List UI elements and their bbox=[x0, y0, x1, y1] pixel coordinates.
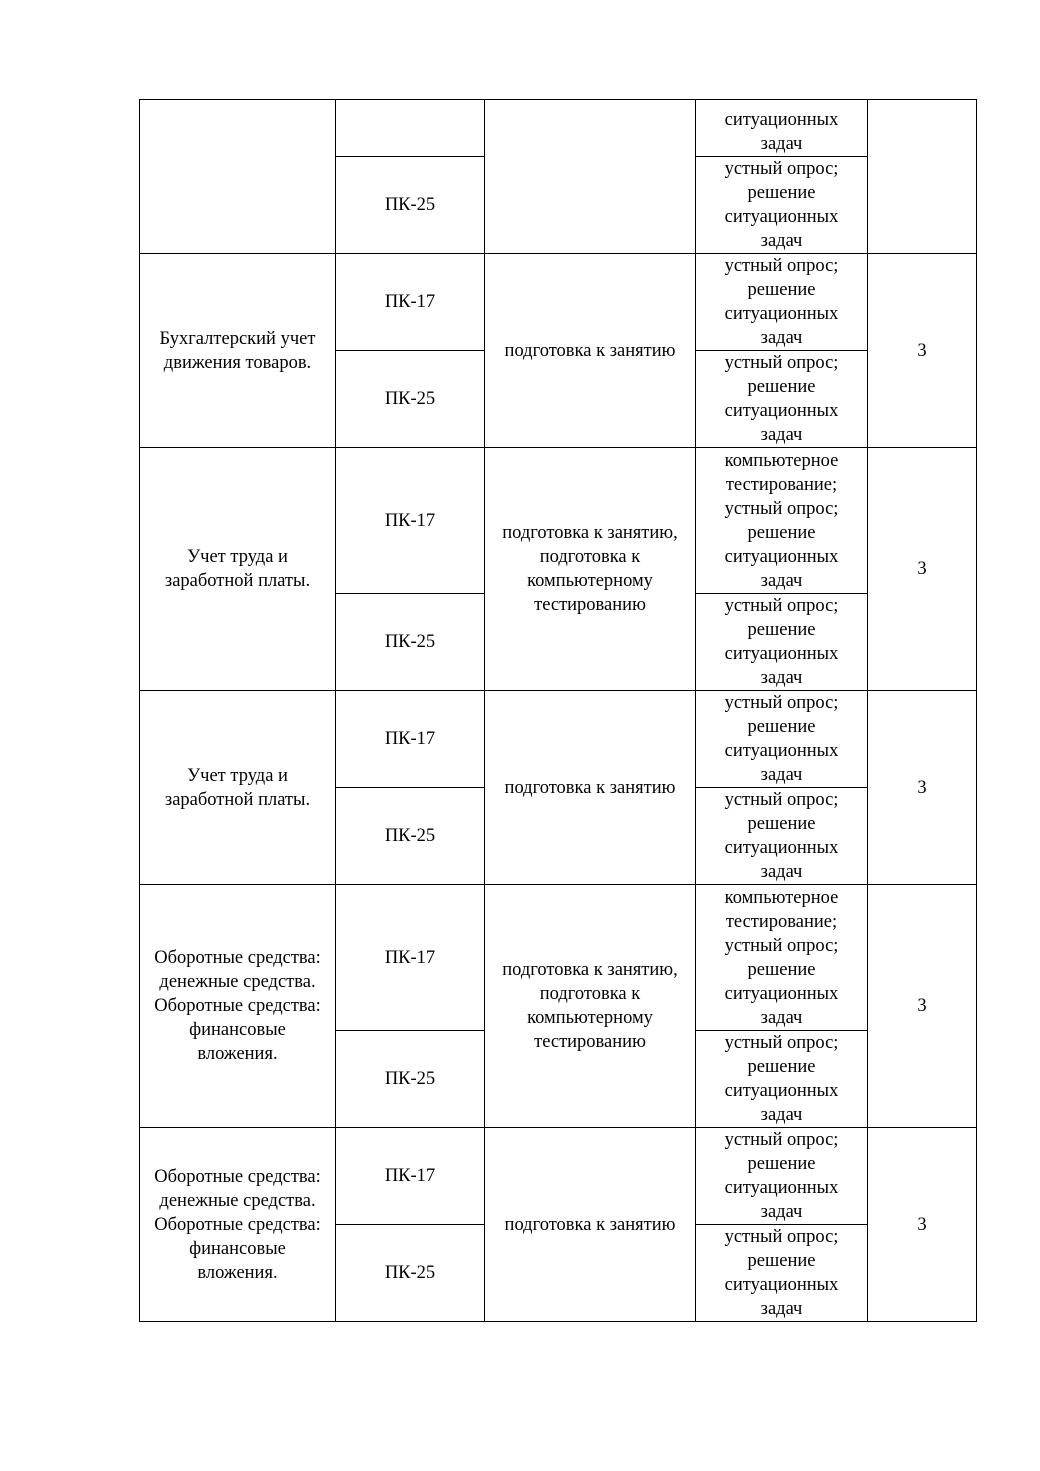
competency-code-cell: ПК-17 bbox=[336, 254, 485, 351]
control-form-cell: устный опрос; решение ситуационных задач bbox=[696, 594, 868, 691]
control-form-cell: компьютерное тестирование; устный опрос; решение ситуационных задач bbox=[696, 448, 868, 594]
table-row bbox=[140, 885, 977, 1031]
competency-code-cell: ПК-25 bbox=[336, 351, 485, 448]
competency-table bbox=[139, 99, 977, 1322]
competency-code-cell bbox=[336, 100, 485, 157]
hours-cell bbox=[868, 100, 977, 254]
competency-code-cell: ПК-25 bbox=[336, 594, 485, 691]
control-form-cell: компьютерное тестирование; устный опрос; решение ситуационных задач bbox=[696, 885, 868, 1031]
topic-cell: Учет труда и заработной платы. bbox=[140, 448, 336, 691]
table-row bbox=[140, 254, 977, 351]
activity-cell: подготовка к занятию, подготовка к компьютерному тестированию bbox=[485, 885, 696, 1128]
hours-cell: 3 bbox=[868, 1128, 977, 1322]
hours-cell: 3 bbox=[868, 885, 977, 1128]
hours-cell: 3 bbox=[868, 448, 977, 691]
table-row bbox=[140, 100, 977, 157]
competency-code-cell: ПК-25 bbox=[336, 1225, 485, 1322]
competency-code-cell: ПК-17 bbox=[336, 885, 485, 1031]
control-form-cell: устный опрос; решение ситуационных задач bbox=[696, 157, 868, 254]
activity-cell: подготовка к занятию bbox=[485, 1128, 696, 1322]
table-row bbox=[140, 691, 977, 788]
topic-cell bbox=[140, 100, 336, 254]
activity-cell: подготовка к занятию bbox=[485, 254, 696, 448]
control-form-cell: ситуационных задач bbox=[696, 100, 868, 157]
control-form-cell: устный опрос; решение ситуационных задач bbox=[696, 351, 868, 448]
table-row bbox=[140, 1128, 977, 1225]
topic-cell: Оборотные средства: денежные средства. Оборотные средства: финансовые вложения. bbox=[140, 885, 336, 1128]
activity-cell: подготовка к занятию bbox=[485, 691, 696, 885]
control-form-cell: устный опрос; решение ситуационных задач bbox=[696, 1128, 868, 1225]
control-form-cell: устный опрос; решение ситуационных задач bbox=[696, 1225, 868, 1322]
topic-cell: Оборотные средства: денежные средства. Оборотные средства: финансовые вложения. bbox=[140, 1128, 336, 1322]
control-form-cell: устный опрос; решение ситуационных задач bbox=[696, 691, 868, 788]
competency-code-cell: ПК-25 bbox=[336, 157, 485, 254]
competency-code-cell: ПК-17 bbox=[336, 1128, 485, 1225]
competency-code-cell: ПК-25 bbox=[336, 1031, 485, 1128]
hours-cell: 3 bbox=[868, 254, 977, 448]
activity-cell: подготовка к занятию, подготовка к компьютерному тестированию bbox=[485, 448, 696, 691]
activity-cell bbox=[485, 100, 696, 254]
competency-code-cell: ПК-17 bbox=[336, 448, 485, 594]
control-form-cell: устный опрос; решение ситуационных задач bbox=[696, 788, 868, 885]
topic-cell: Бухгалтерский учет движения товаров. bbox=[140, 254, 336, 448]
table-row bbox=[140, 448, 977, 594]
control-form-cell: устный опрос; решение ситуационных задач bbox=[696, 1031, 868, 1128]
topic-cell: Учет труда и заработной платы. bbox=[140, 691, 336, 885]
hours-cell: 3 bbox=[868, 691, 977, 885]
competency-code-cell: ПК-25 bbox=[336, 788, 485, 885]
competency-code-cell: ПК-17 bbox=[336, 691, 485, 788]
control-form-cell: устный опрос; решение ситуационных задач bbox=[696, 254, 868, 351]
